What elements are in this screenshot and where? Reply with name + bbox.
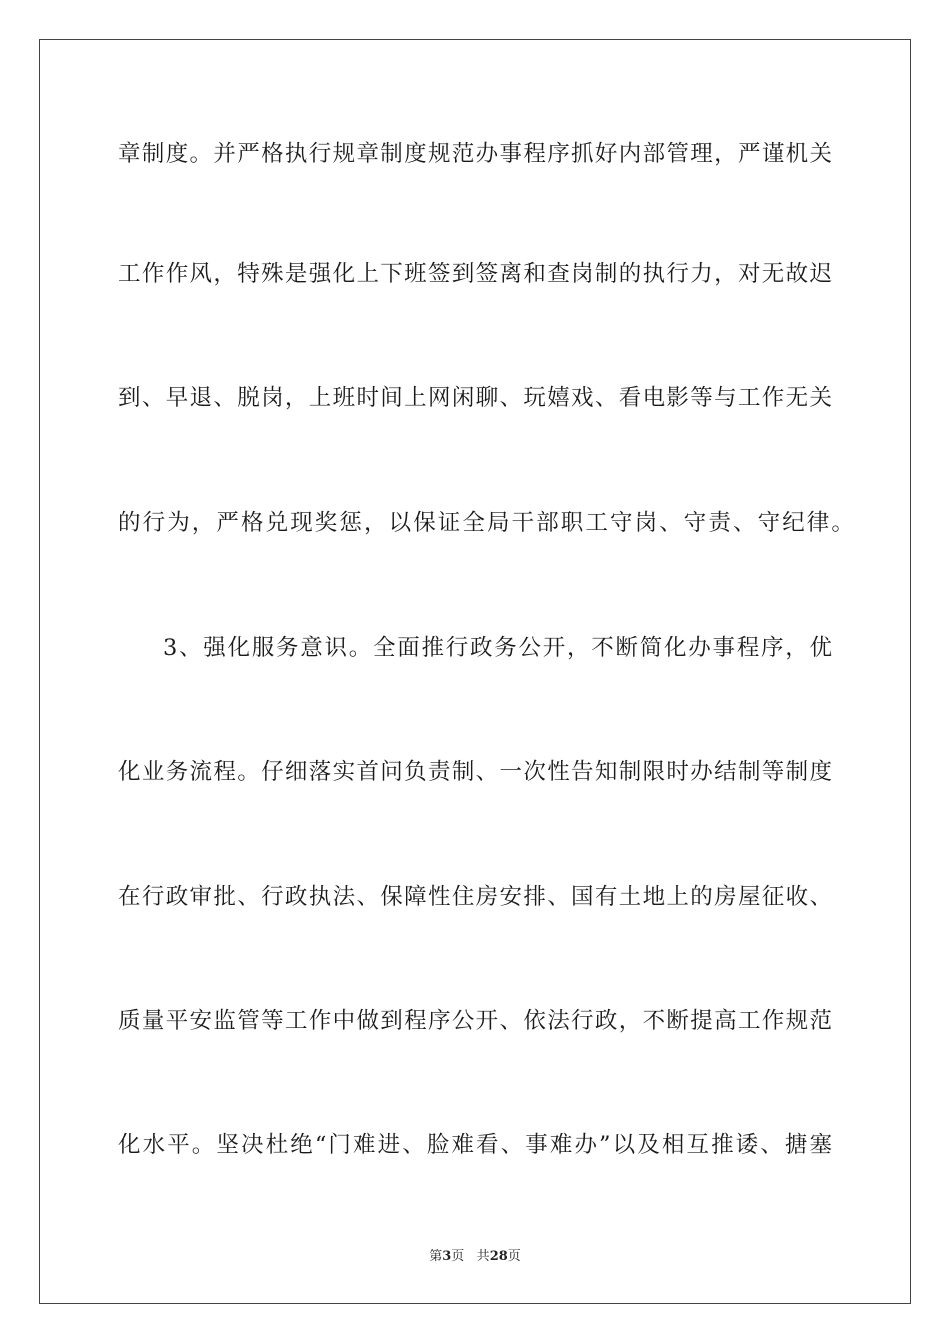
text-line: 的行为，严格兑现奖惩，以保证全局干部职工守岗、守责、守纪律。	[118, 510, 857, 536]
page-prefix: 第	[429, 1249, 443, 1264]
total-prefix: 共	[476, 1249, 490, 1264]
total-suffix: 页	[507, 1249, 521, 1264]
page-suffix: 页	[451, 1249, 465, 1264]
text-line: 到、早退、脱岗，上班时间上网闲聊、玩嬉戏、看电影等与工作无关	[118, 385, 832, 411]
text-line: 质量平安监管等工作中做到程序公开、依法行政，不断提高工作规范	[118, 1008, 832, 1034]
paragraph-start-line: 3、强化服务意识。全面推行政务公开，不断简化办事程序，优	[163, 635, 832, 661]
text-line: 章制度。并严格执行规章制度规范办事程序抓好内部管理，严谨机关	[118, 141, 832, 167]
text-line: 在行政审批、行政执法、保障性住房安排、国有土地上的房屋征收、	[118, 884, 832, 910]
text-line: 化业务流程。仔细落实首问负责制、一次性告知制限时办结制等制度	[118, 759, 832, 785]
total-pages: 28	[489, 1249, 508, 1264]
page-footer	[0, 1248, 950, 1266]
text-line: 工作作风，特殊是强化上下班签到签离和查岗制的执行力，对无故迟	[118, 261, 832, 287]
text-line: 化水平。坚决杜绝“门难进、脸难看、事难办”以及相互推诿、搪塞	[118, 1132, 832, 1158]
page-number: 3	[442, 1249, 452, 1264]
